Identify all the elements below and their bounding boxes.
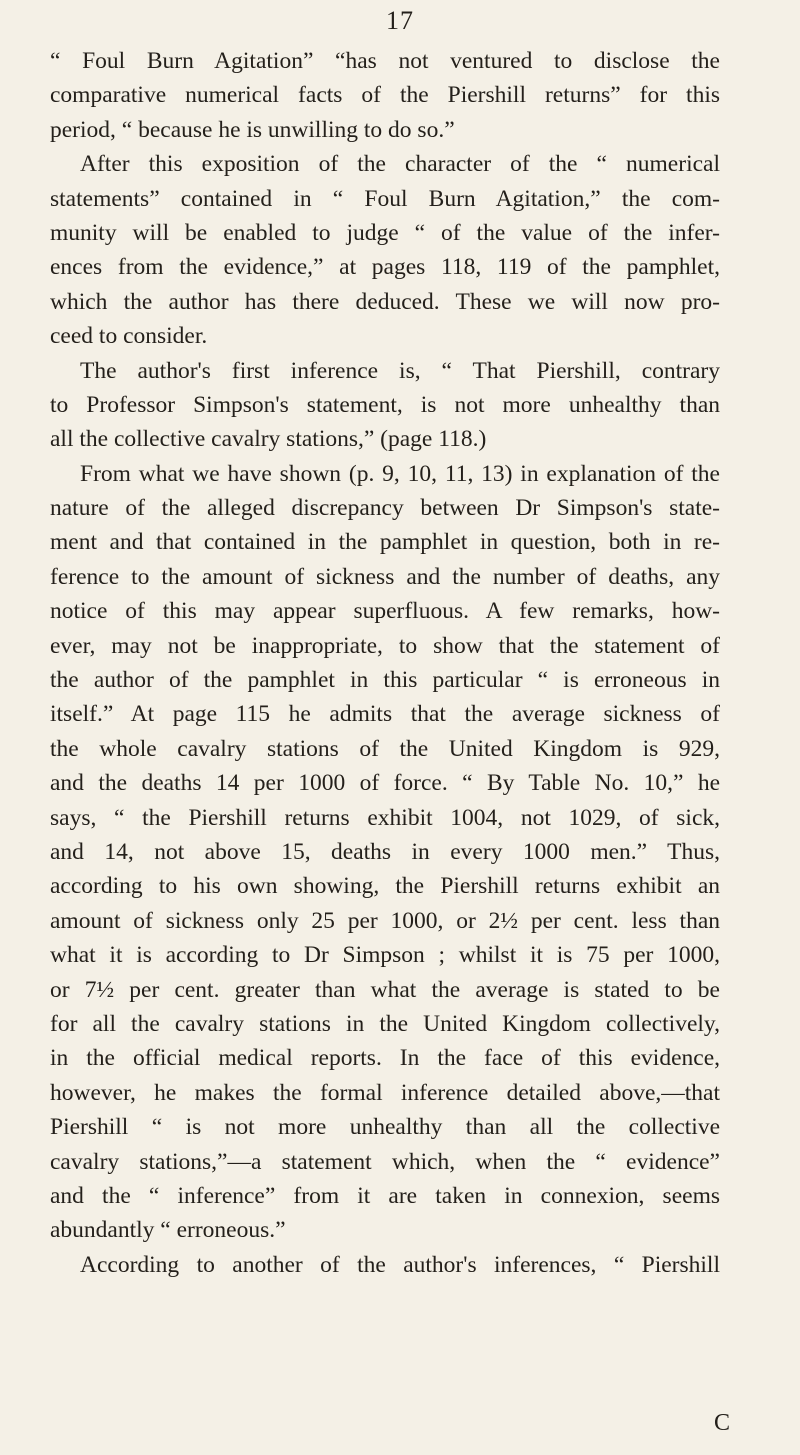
text-line: ment and that contained in the pamphlet in question, both in re- xyxy=(50,529,720,556)
text-line: or 7½ per cent. greater than what the average is stated to be xyxy=(50,976,720,1003)
text-line: According to another of the author's inferences, “ Piershill xyxy=(80,1251,720,1278)
text-line: and the “ inference” from it are taken in connexion, seems xyxy=(50,1182,720,1209)
text-line: however, he makes the formal inference detailed above,—that xyxy=(50,1079,720,1106)
text-line: abundantly “ erroneous.” xyxy=(50,1217,286,1244)
page-number: 17 xyxy=(386,6,414,35)
text-line: ference to the amount of sickness and the number of deaths, any xyxy=(50,563,720,590)
text-line: The author's first inference is, “ That Piershill, contrary xyxy=(80,357,720,384)
text-line: nature of the alleged discrepancy between Dr Simpson's state- xyxy=(50,495,720,522)
text-line: and the deaths 14 per 1000 of force. “ By Table No. 10,” he xyxy=(50,770,720,797)
text-line: notice of this may appear superfluous. A few remarks, how- xyxy=(50,598,720,625)
text-line: says, “ the Piershill returns exhibit 1004, not 1029, of sick, xyxy=(50,804,720,831)
text-line: From what we have shown (p. 9, 10, 11, 13) in explanation of the xyxy=(80,460,720,487)
text-line: for all the cavalry stations in the United Kingdom collectively, xyxy=(50,1010,720,1037)
text-line: all the collective cavalry stations,” (page 118.) xyxy=(50,426,487,453)
body-text xyxy=(50,44,720,1282)
text-line: the author of the pamphlet in this particular “ is erroneous in xyxy=(50,667,720,694)
text-line: statements” contained in “ Foul Burn Agitation,” the com- xyxy=(50,185,720,212)
text-line: cavalry stations,”—a statement which, when the “ evidence” xyxy=(50,1148,720,1175)
text-line: After this exposition of the character of the “ numerical xyxy=(80,151,720,178)
text-line: ever, may not be inappropriate, to show that the statement of xyxy=(50,632,720,659)
text-line: comparative numerical facts of the Piershill returns” for this xyxy=(50,82,720,109)
text-line: Piershill “ is not more unhealthy than all the collective xyxy=(50,1114,720,1141)
text-line: amount of sickness only 25 per 1000, or 2½ per cent. less than xyxy=(50,907,720,934)
text-line: to Professor Simpson's statement, is not more unhealthy than xyxy=(50,391,720,418)
text-line: in the official medical reports. In the face of this evidence, xyxy=(50,1045,720,1072)
text-line: what it is according to Dr Simpson ; whilst it is 75 per 1000, xyxy=(50,942,720,969)
text-line: according to his own showing, the Piershill returns exhibit an xyxy=(50,873,720,900)
text-line: period, “ because he is unwilling to do so.” xyxy=(50,116,455,143)
text-line: munity will be enabled to judge “ of the value of the infer- xyxy=(50,219,720,246)
text-line: ceed to consider. xyxy=(50,323,208,350)
text-line: and 14, not above 15, deaths in every 1000 men.” Thus, xyxy=(50,838,720,865)
text-line: which the author has there deduced. These we will now pro- xyxy=(50,288,720,315)
text-line: itself.” At page 115 he admits that the average sickness of xyxy=(50,701,720,728)
text-line: ences from the evidence,” at pages 118, 119 of the pamphlet, xyxy=(50,254,720,281)
text-line: the whole cavalry stations of the United Kingdom is 929, xyxy=(50,735,720,762)
text-line: “ Foul Burn Agitation” “has not ventured to disclose the xyxy=(50,48,720,74)
signature-mark: C xyxy=(713,1410,730,1436)
